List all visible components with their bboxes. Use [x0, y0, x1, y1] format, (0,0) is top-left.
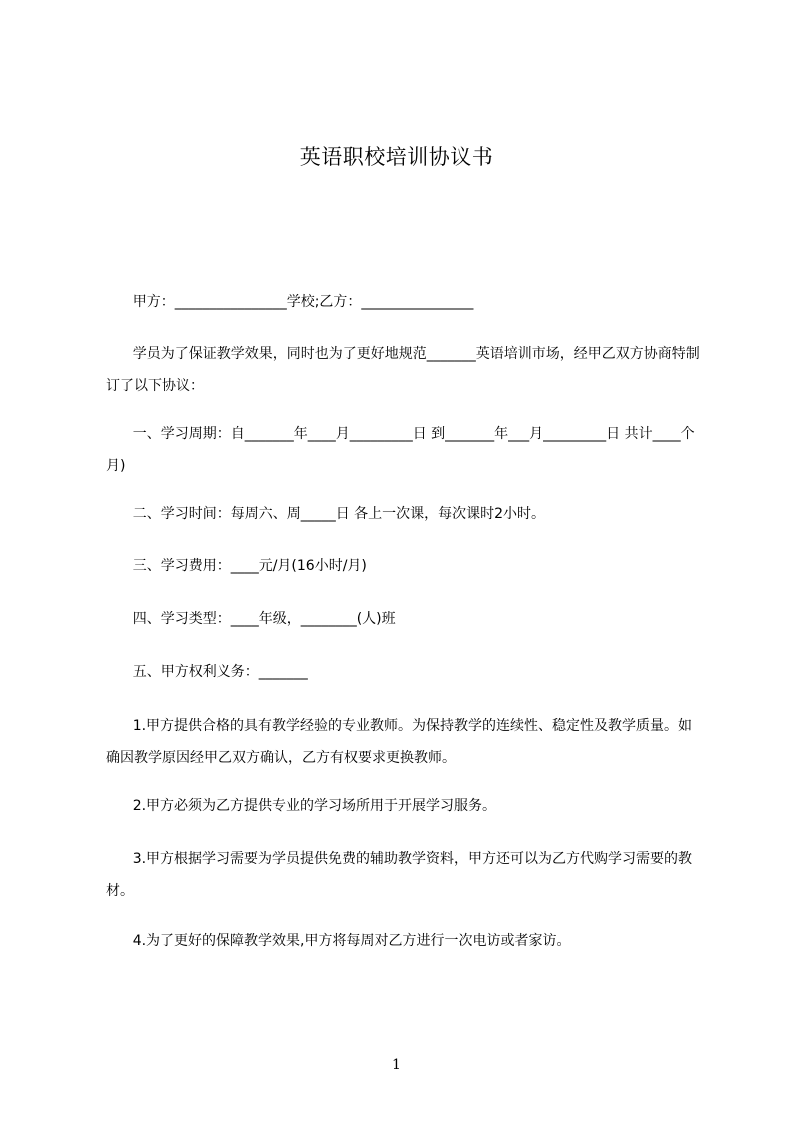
document-title: 英语职校培训协议书 — [299, 145, 494, 169]
rights-item-2: 2.甲方必须为乙方提供专业的学习场所用于开展学习服务。 — [106, 798, 497, 814]
page-number: 1 — [392, 1057, 401, 1073]
clause-study-type: 四、学习类型：____年级，________(人)班 — [106, 611, 396, 627]
preamble-paragraph: 学员为了保证教学效果，同时也为了更好地规范_______英语培训市场，经甲乙双方协商特制订了以下协议： — [106, 346, 700, 394]
clause-study-period: 一、学习周期：自_______年____月_________日 到_______年___月_________日 共计____个月) — [106, 426, 695, 474]
clause-study-fee: 三、学习费用：____元/月(16小时/月) — [106, 558, 367, 574]
clause-party-a-rights: 五、甲方权利义务：_______ — [106, 664, 308, 680]
rights-item-3: 3.甲方根据学习需要为学员提供免费的辅助教学资料，甲方还可以为乙方代购学习需要的教材。 — [106, 851, 693, 899]
party-line: 甲方：________________学校;乙方：________________ — [106, 294, 474, 310]
rights-item-4: 4.为了更好的保障教学效果,甲方将每周对乙方进行一次电访或者家访。 — [106, 933, 571, 949]
rights-item-1: 1.甲方提供合格的具有教学经验的专业教师。为保持教学的连续性、稳定性及教学质量。如确因教学原因经甲乙双方确认，乙方有权要求更换教师。 — [106, 718, 693, 766]
clause-study-time: 二、学习时间：每周六、周_____日 各上一次课，每次课时2小时。 — [106, 506, 546, 522]
